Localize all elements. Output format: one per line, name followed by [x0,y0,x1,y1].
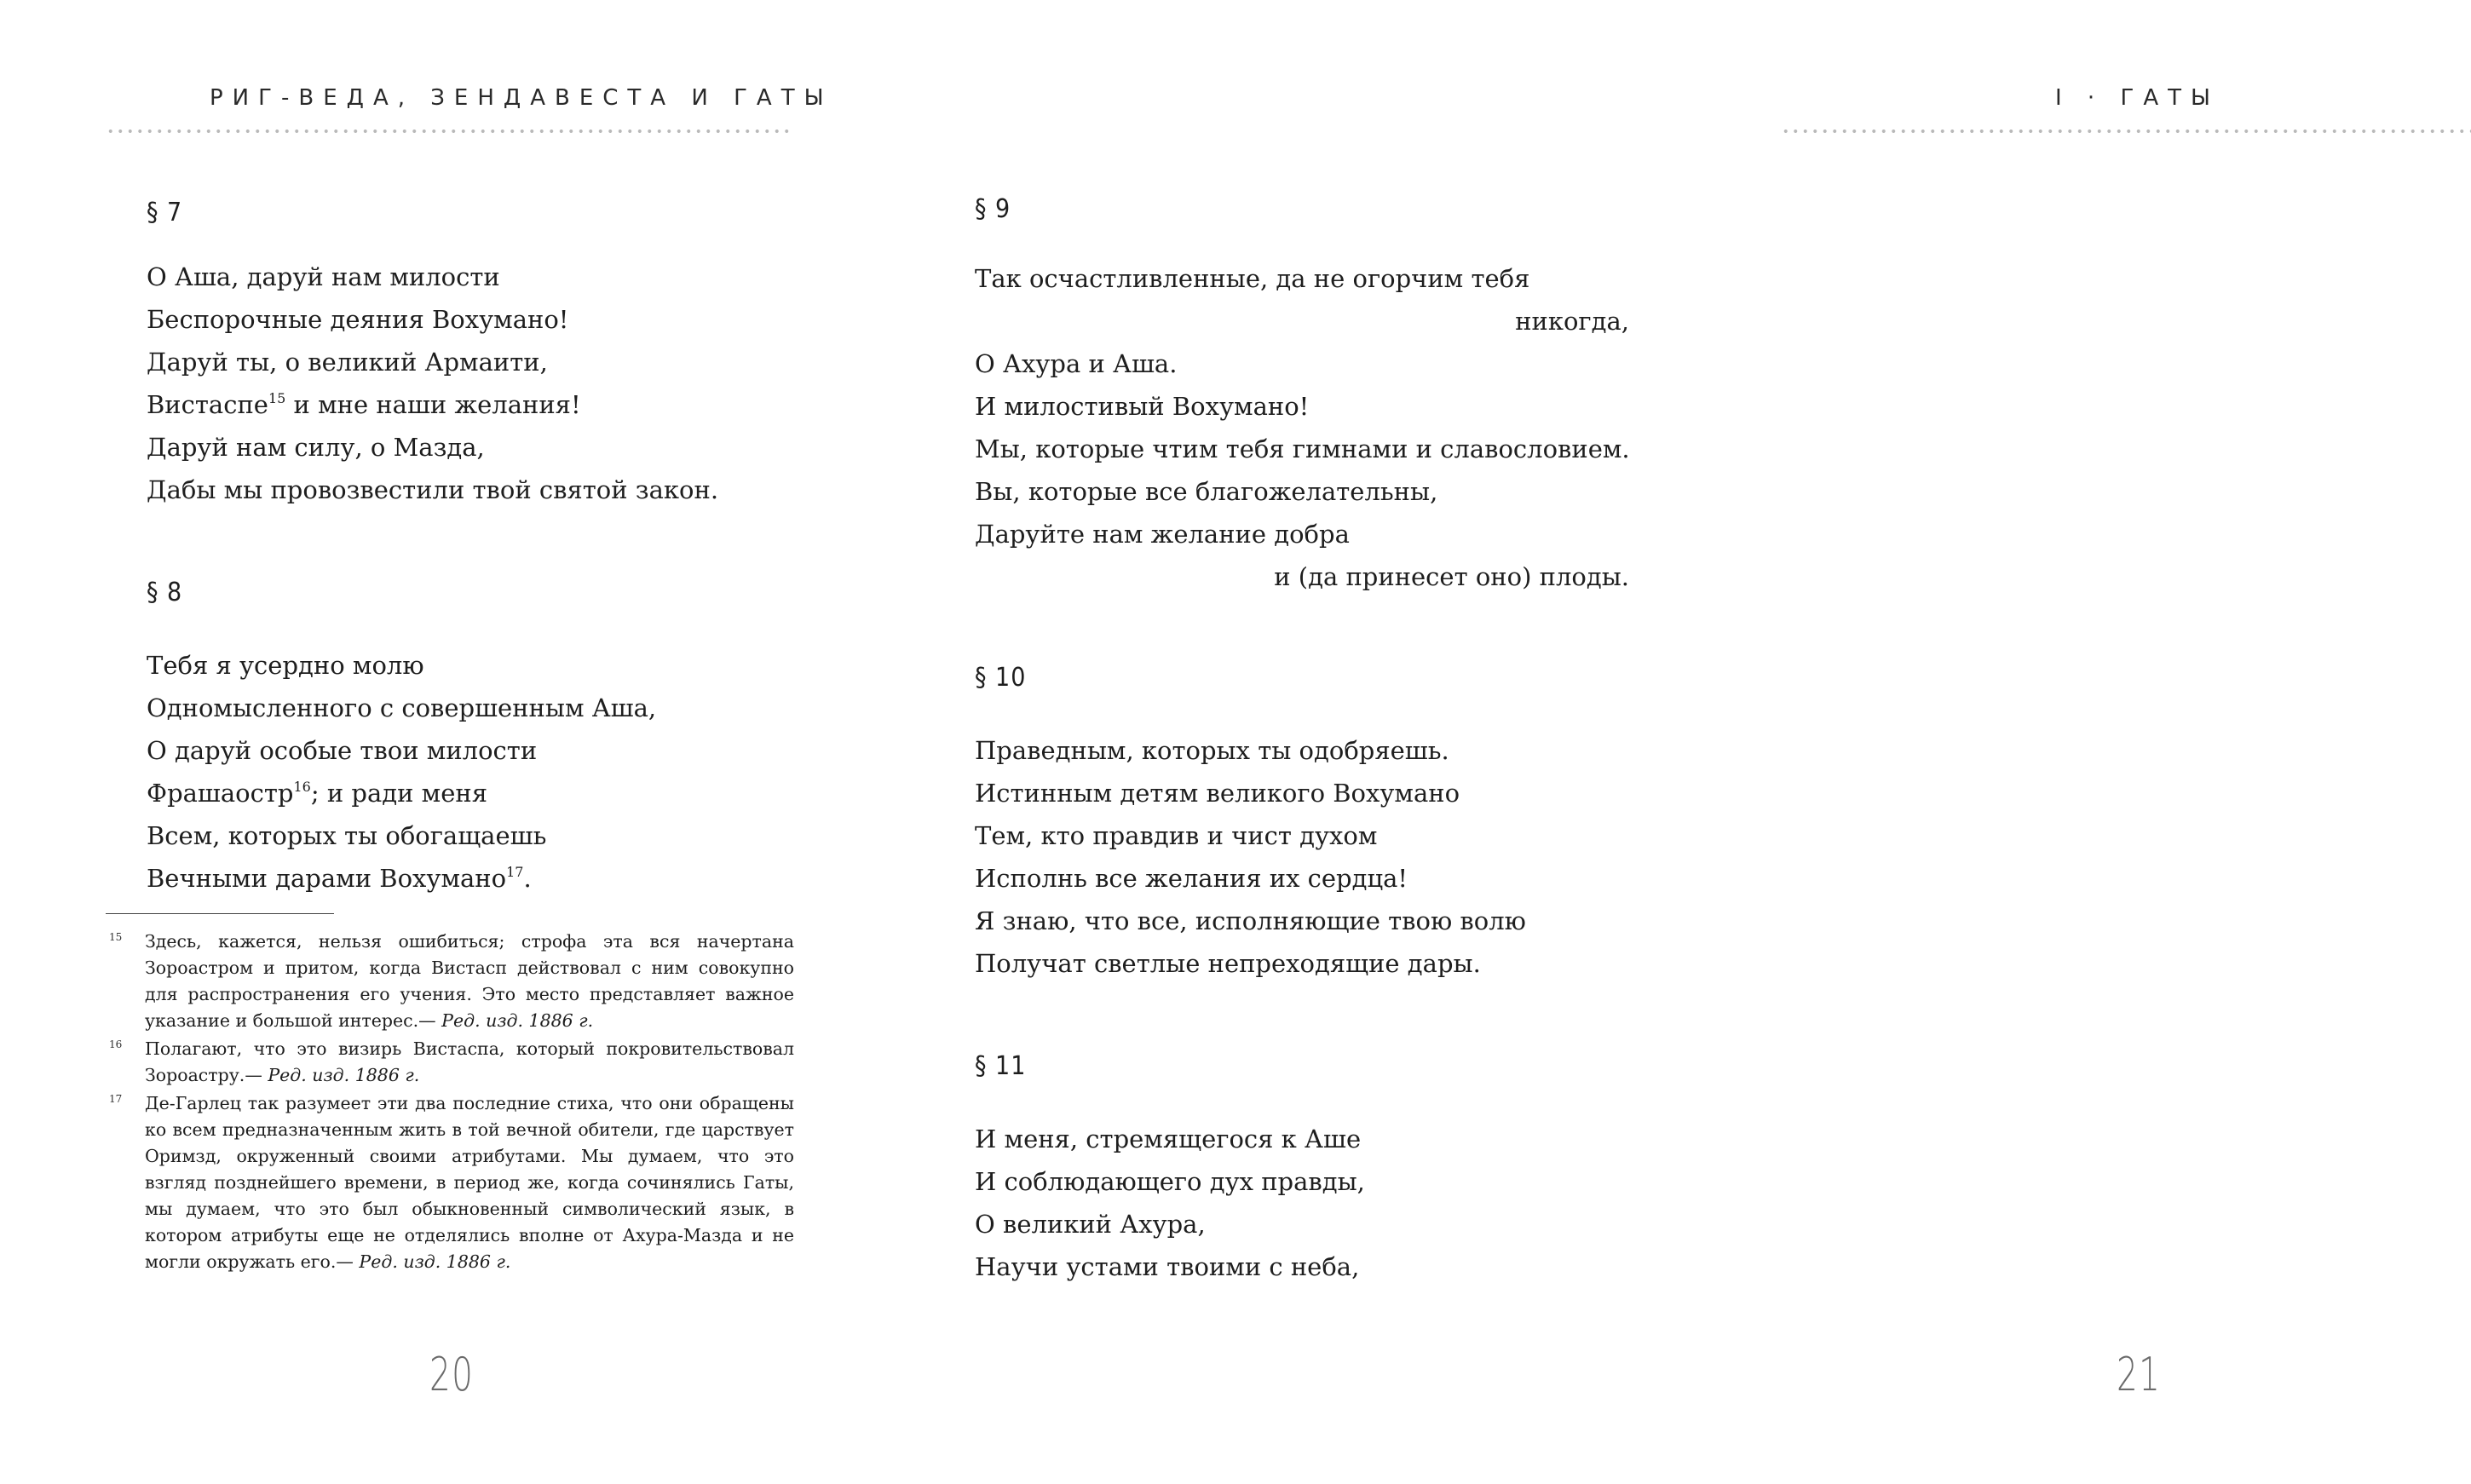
verse-line: Вистаспе$^{15}$ и мне наши желания! [147,390,581,419]
verse-line: Беспорочные деяния Вохумано! [147,305,569,334]
running-head-right: I · ГАТЫ [2055,85,2220,111]
verse-line: Вечными дарами Вохумано$^{17}$. [147,864,532,893]
verse-line: Всем, которых ты обогащаешь [147,821,547,850]
verse-line: Исполнь все желания их сердца! [975,864,1408,893]
footnote-number: 16 [109,1038,123,1050]
verse-line: И соблюдающего дух правды, [975,1167,1365,1196]
section-mark-8: § 8 [147,578,183,607]
footnotes [106,929,794,1277]
verse-section-10 [975,729,1526,985]
verse-line: Даруй нам силу, о Мазда, [147,433,485,462]
verse-line: Фрашаостр$^{16}$; и ради меня [147,779,487,808]
footnote-15: 15 Здесь, кажется, нельзя ошибиться; строфа эта вся начертана Зороастром и притом, когда Вистасп действовал с ним совокупно для распространения его учения. Это место представляет важное указание и большой интерес.— Ред. изд. 1886 г. [109,931,794,1031]
verse-line: Тебя я усердно молю [147,651,424,680]
page-number-right: 21 [2117,1348,2162,1401]
verse-line: О даруй особые твои милости [147,736,538,765]
verse-line: Я знаю, что все, исполняющие твою волю [975,906,1526,935]
verse-section-9 [975,257,1629,598]
verse-line: И милостивый Вохумано! [975,392,1310,421]
footnote-ref-15[interactable]: 15 [268,390,286,406]
section-mark-9: § 9 [975,194,1011,224]
verse-line: никогда, [1515,307,1629,336]
section-mark-7: § 7 [147,198,183,227]
dotted-rule-right [1781,129,2471,134]
verse-line: Мы, которые чтим тебя гимнами и славословием. [975,434,1630,463]
page-number-left: 20 [429,1348,475,1401]
footnote-rule [106,913,334,914]
verse-line: Истинным детям великого Вохумано [975,779,1460,808]
section-mark-10: § 10 [975,663,1027,693]
right-page [852,0,2220,1484]
footnote-ref-16[interactable]: 16 [293,779,311,795]
running-head-left: РИГ-ВЕДА, ЗЕНДАВЕСТА И ГАТЫ [210,85,833,111]
footnote-number: 17 [109,1093,123,1105]
verse-line: О великий Ахура, [975,1210,1206,1239]
verse-line: Получат светлые непреходящие дары. [975,949,1481,978]
verse-line: О Ахура и Аша. [975,349,1178,378]
verse-section-11 [975,1118,1365,1288]
verse-section-7 [147,256,718,511]
verse-line: О Аша, даруй нам милости [147,262,500,291]
left-page [0,0,852,1484]
verse-line: Вы, которые все благожелательны, [975,477,1438,506]
verse-line: Даруйте нам желание добра [975,520,1350,549]
verse-line: Праведным, которых ты одобряешь. [975,736,1449,765]
footnote-ref-17[interactable]: 17 [506,864,524,880]
section-mark-11: § 11 [975,1051,1027,1081]
verse-line: Даруй ты, о великий Армаити, [147,348,548,377]
verse-line: Научи устами твоими с неба, [975,1252,1360,1281]
dotted-rule-left [106,129,791,134]
footnote-17: 17 Де-Гарлец так разумеет эти два последние стиха, что они обращены ко всем предназначенным жить в той вечной обители, где царствует Оримзд, окруженный своими атрибутами. Мы думаем, что это взгляд позднейшего времени, в период же, когда сочинялись Гаты, мы думаем, что это был обыкновенный символический язык, в котором атрибуты еще не отделялись вполне от Ахура-Мазда и не могли окружать его.— Ред. изд. 1886 г. [109,1093,794,1272]
verse-line: Одномысленного с совершенным Аша, [147,693,657,722]
footnote-16: 16 Полагают, что это визирь Вистаспа, который покровительствовал Зороастру.— Ред. изд. 1886 г. [109,1038,794,1085]
verse-line: Дабы мы провозвестили твой святой закон. [147,475,719,504]
verse-line: Тем, кто правдив и чист духом [975,821,1378,850]
verse-line: Так осчастливленные, да не огорчим тебя [975,264,1530,293]
verse-line: И меня, стремящегося к Аше [975,1125,1362,1153]
footnote-number: 15 [109,931,123,943]
verse-line: и (да принесет оно) плоды. [1274,562,1629,591]
verse-section-8 [147,644,656,900]
